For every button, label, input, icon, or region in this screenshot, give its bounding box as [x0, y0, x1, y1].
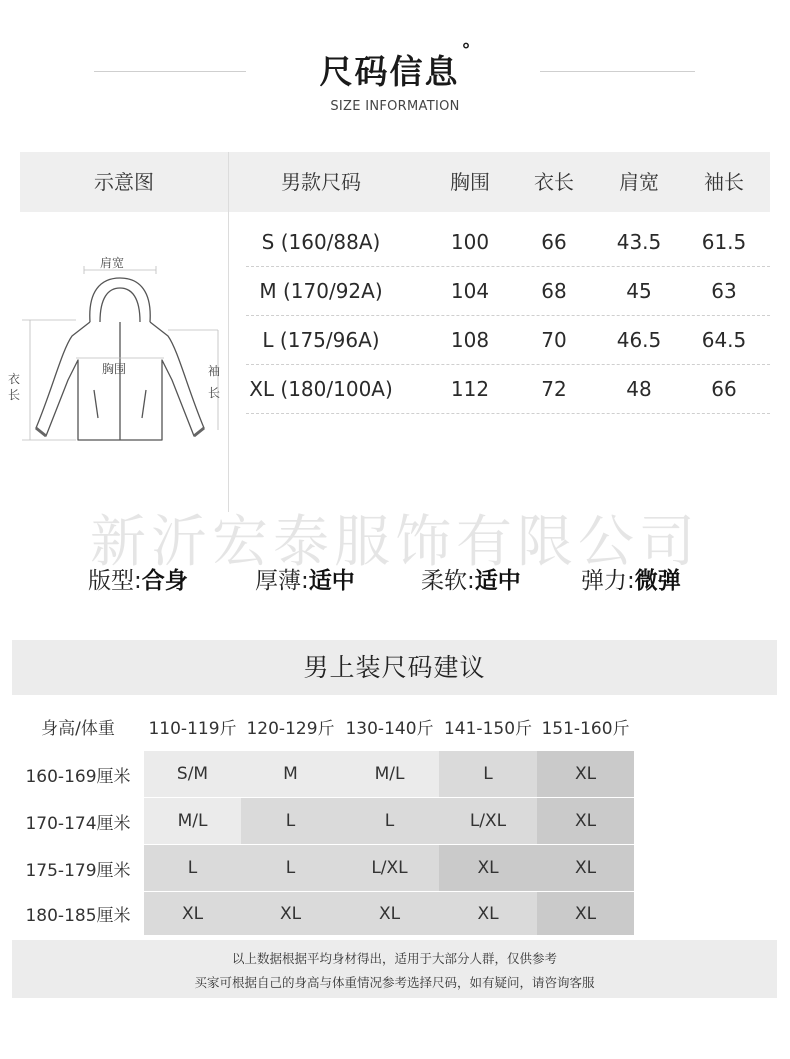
table-row	[246, 365, 770, 414]
size-cell: XL	[439, 845, 537, 891]
property-value: 适中	[474, 568, 521, 594]
size-cell: L	[241, 798, 340, 844]
property-value: 微弹	[634, 568, 681, 594]
size-cell: XL	[537, 751, 634, 797]
row-sleeve: 64.5	[701, 328, 747, 352]
row-shoulder: 45	[626, 279, 652, 303]
size-cell: L	[241, 845, 340, 891]
header-chest: 胸围	[450, 170, 490, 194]
row-shoulder: 48	[626, 377, 652, 401]
page-title	[0, 40, 790, 93]
weight-header: 120-129斤	[241, 703, 340, 749]
header-diagram: 示意图	[94, 170, 154, 194]
row-chest: 100	[450, 230, 490, 254]
row-size: M (170/92A)	[259, 279, 383, 303]
property-softness	[421, 562, 521, 595]
size-cell: L	[144, 845, 241, 891]
row-length: 70	[541, 328, 567, 352]
label-length-2: 长	[8, 388, 21, 402]
weight-header: 151-160斤	[537, 703, 634, 749]
footnote-line-1: 以上数据根据平均身材得出，适用于大部分人群，仅供参考	[231, 951, 557, 966]
row-chest: 112	[450, 377, 490, 401]
property-label: 厚薄:	[255, 568, 309, 594]
row-sleeve: 61.5	[701, 230, 747, 254]
label-sleeve-2: 长	[208, 386, 221, 400]
header-sleeve: 袖长	[704, 170, 744, 194]
weight-header: 110-119斤	[144, 703, 241, 749]
size-cell: S/M	[144, 751, 241, 797]
fabric-properties	[0, 562, 790, 602]
hoodie-diagram	[8, 240, 232, 450]
label-sleeve-1: 袖	[208, 364, 221, 378]
property-label: 柔软:	[421, 568, 475, 594]
table-row	[246, 218, 770, 267]
row-length: 68	[541, 279, 567, 303]
label-shoulder: 肩宽	[100, 256, 125, 270]
size-cell: L	[439, 751, 537, 797]
table-row	[246, 316, 770, 365]
row-sleeve: 66	[711, 377, 737, 401]
title-section	[0, 38, 790, 128]
row-sleeve: 63	[711, 279, 737, 303]
degree-mark: °	[461, 40, 473, 61]
grid-corner-label: 身高/体重	[12, 703, 144, 749]
company-watermark: 新沂宏泰服饰有限公司	[90, 510, 700, 575]
size-cell: L/XL	[340, 845, 439, 891]
header-length: 衣长	[534, 170, 574, 194]
row-chest: 108	[450, 328, 490, 352]
footnote-line-2: 买家可根据自己的身高与体重情况参考选择尺码，如有疑问，请咨询客服	[194, 975, 595, 990]
page-title-text: 尺码信息	[319, 52, 460, 91]
size-table-header	[20, 152, 770, 212]
property-value: 适中	[308, 568, 355, 594]
size-cell: M	[241, 751, 340, 797]
label-chest: 胸围	[102, 362, 127, 376]
property-value: 合身	[141, 568, 188, 594]
row-shoulder: 46.5	[616, 328, 662, 352]
row-size: L (175/96A)	[262, 328, 380, 352]
property-elasticity	[581, 562, 681, 595]
weight-header: 130-140斤	[340, 703, 439, 749]
size-cell: XL	[439, 892, 537, 935]
size-cell: M/L	[144, 798, 241, 844]
size-cell: XL	[537, 892, 634, 935]
height-header: 160-169厘米	[12, 751, 144, 797]
size-cell: XL	[537, 798, 634, 844]
property-thickness	[255, 562, 355, 595]
weight-header: 141-150斤	[439, 703, 537, 749]
size-cell: L/XL	[439, 798, 537, 844]
height-header: 170-174厘米	[12, 798, 144, 844]
size-cell: L	[340, 798, 439, 844]
height-header: 180-185厘米	[12, 892, 144, 935]
property-fit	[88, 562, 188, 595]
row-length: 66	[541, 230, 567, 254]
label-length-1: 衣	[8, 372, 21, 386]
header-size: 男款尺码	[281, 170, 361, 194]
row-chest: 104	[450, 279, 490, 303]
recommendation-grid	[12, 703, 634, 935]
page-subtitle: SIZE INFORMATION	[330, 99, 460, 114]
footnote	[12, 940, 777, 998]
hoodie-outline-icon	[22, 240, 232, 450]
recommendation-title: 男上装尺码建议	[12, 640, 777, 695]
size-cell: M/L	[340, 751, 439, 797]
property-label: 版型:	[88, 568, 142, 594]
size-cell: XL	[144, 892, 241, 935]
row-shoulder: 43.5	[616, 230, 662, 254]
table-row	[246, 267, 770, 316]
property-label: 弹力:	[581, 568, 635, 594]
size-cell: XL	[537, 845, 634, 891]
header-shoulder: 肩宽	[619, 170, 659, 194]
row-size: XL (180/100A)	[249, 377, 393, 401]
size-cell: XL	[241, 892, 340, 935]
height-header: 175-179厘米	[12, 845, 144, 891]
row-length: 72	[541, 377, 567, 401]
size-cell: XL	[340, 892, 439, 935]
row-size: S (160/88A)	[261, 230, 381, 254]
